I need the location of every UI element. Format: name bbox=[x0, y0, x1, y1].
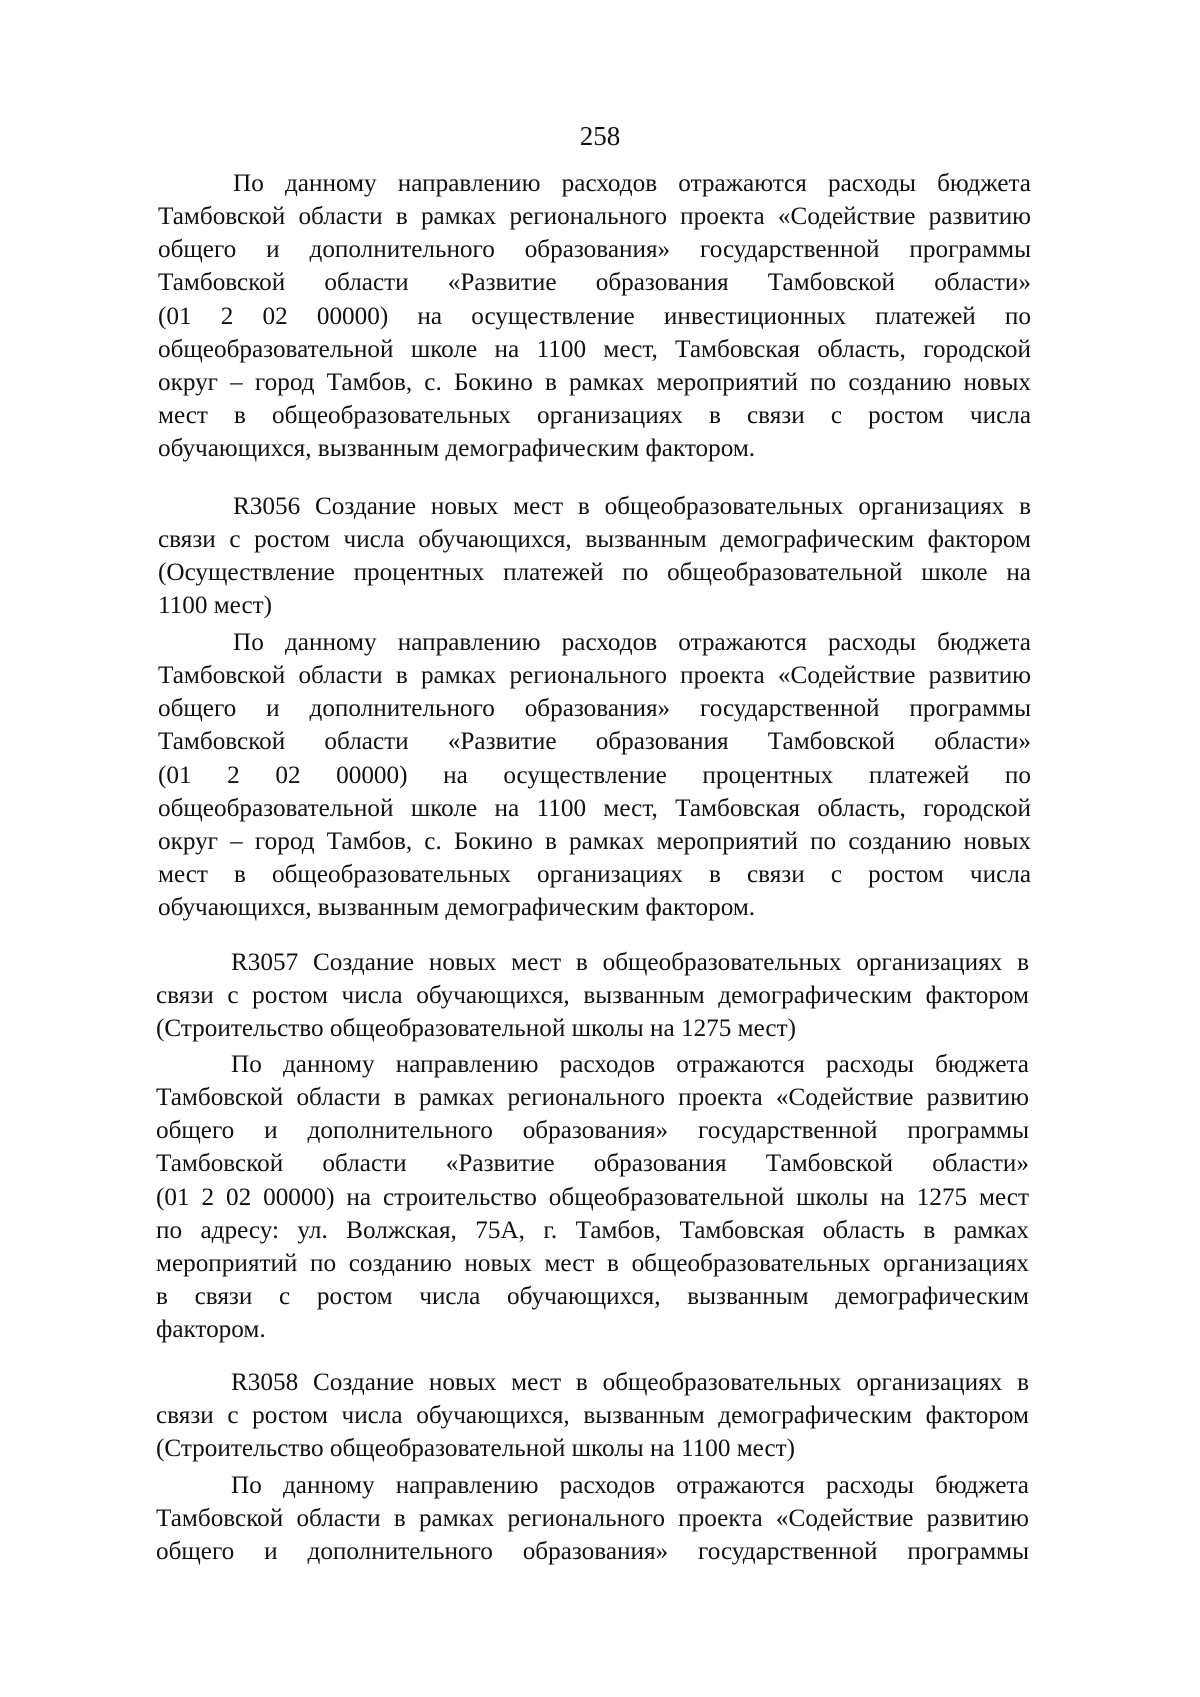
section-heading bbox=[156, 946, 1029, 1045]
text-line: связи с ростом числа обучающихся, вызванным демографическим фактором bbox=[156, 1402, 1029, 1430]
text-line: в связи с ростом числа обучающихся, вызванным демографическим bbox=[156, 1283, 1029, 1311]
text-line: общего и дополнительного образования» государственной программы bbox=[158, 236, 1031, 264]
text-line: (Строительство общеобразовательной школы на 1275 мест) bbox=[156, 1015, 796, 1043]
body-paragraph bbox=[158, 626, 1031, 924]
text-line: Тамбовской области «Развитие образования Тамбовской области» bbox=[158, 269, 1031, 297]
text-line: По данному направлению расходов отражаются расходы бюджета bbox=[231, 1051, 1029, 1078]
text-line: (01 2 02 00000) на осуществление инвестиционных платежей по bbox=[158, 302, 1031, 330]
text-line: По данному направлению расходов отражаются расходы бюджета bbox=[233, 170, 1031, 197]
body-paragraph bbox=[156, 1469, 1029, 1568]
text-line: Тамбовской области в рамках регионального проекта «Содействие развитию bbox=[156, 1505, 1029, 1533]
text-line: Тамбовской области в рамках регионального проекта «Содействие развитию bbox=[158, 203, 1031, 231]
text-line: обучающихся, вызванным демографическим фактором. bbox=[158, 894, 756, 922]
text-line: (01 2 02 00000) на строительство общеобразовательной школы на 1275 мест bbox=[156, 1183, 1029, 1211]
page-number: 258 bbox=[579, 121, 621, 151]
text-line: по адресу: ул. Волжская, 75А, г. Тамбов, Тамбовская область в рамках bbox=[156, 1216, 1029, 1244]
text-line: общего и дополнительного образования» государственной программы bbox=[156, 1117, 1029, 1145]
text-line: общеобразовательной школе на 1100 мест, Тамбовская область, городской bbox=[158, 335, 1031, 363]
text-line: R3057 Создание новых мест в общеобразовательных организациях в bbox=[231, 949, 1029, 976]
text-line: Тамбовской области «Развитие образования Тамбовской области» bbox=[158, 728, 1031, 756]
text-line: связи с ростом числа обучающихся, вызванным демографическим фактором bbox=[158, 526, 1031, 554]
text-line: общеобразовательной школе на 1100 мест, Тамбовская область, городской bbox=[158, 794, 1031, 822]
text-line: мероприятий по созданию новых мест в общеобразовательных организациях bbox=[156, 1249, 1029, 1277]
text-line: По данному направлению расходов отражаются расходы бюджета bbox=[231, 1472, 1029, 1499]
text-line: Тамбовской области в рамках регионального проекта «Содействие развитию bbox=[158, 662, 1031, 690]
text-line: мест в общеобразовательных организациях в связи с ростом числа bbox=[158, 861, 1031, 889]
text-line: мест в общеобразовательных организациях в связи с ростом числа bbox=[158, 402, 1031, 430]
text-line: (Осуществление процентных платежей по общеобразовательной школе на bbox=[158, 559, 1031, 587]
text-line: общего и дополнительного образования» государственной программы bbox=[156, 1538, 1029, 1566]
text-line: округ – город Тамбов, с. Бокино в рамках мероприятий по созданию новых bbox=[158, 827, 1031, 855]
text-line: Тамбовской области в рамках регионального проекта «Содействие развитию bbox=[156, 1084, 1029, 1112]
text-line: R3056 Создание новых мест в общеобразовательных организациях в bbox=[233, 493, 1031, 520]
body-paragraph bbox=[158, 167, 1031, 465]
text-line: R3058 Создание новых мест в общеобразовательных организациях в bbox=[231, 1369, 1029, 1396]
text-line: (Строительство общеобразовательной школы на 1100 мест) bbox=[156, 1435, 796, 1463]
text-line: Тамбовской области «Развитие образования Тамбовской области» bbox=[156, 1150, 1029, 1178]
text-line: фактором. bbox=[156, 1316, 266, 1344]
text-line: связи с ростом числа обучающихся, вызванным демографическим фактором bbox=[156, 982, 1029, 1010]
text-line: (01 2 02 00000) на осуществление процентных платежей по bbox=[158, 761, 1031, 789]
section-heading bbox=[156, 1366, 1029, 1465]
text-line: 1100 мест) bbox=[158, 592, 273, 620]
text-line: округ – город Тамбов, с. Бокино в рамках мероприятий по созданию новых bbox=[158, 368, 1031, 396]
section-heading bbox=[158, 490, 1031, 623]
text-line: По данному направлению расходов отражаются расходы бюджета bbox=[233, 629, 1031, 656]
text-line: обучающихся, вызванным демографическим фактором. bbox=[158, 435, 756, 463]
text-line: общего и дополнительного образования» государственной программы bbox=[158, 695, 1031, 723]
body-paragraph bbox=[156, 1048, 1029, 1346]
